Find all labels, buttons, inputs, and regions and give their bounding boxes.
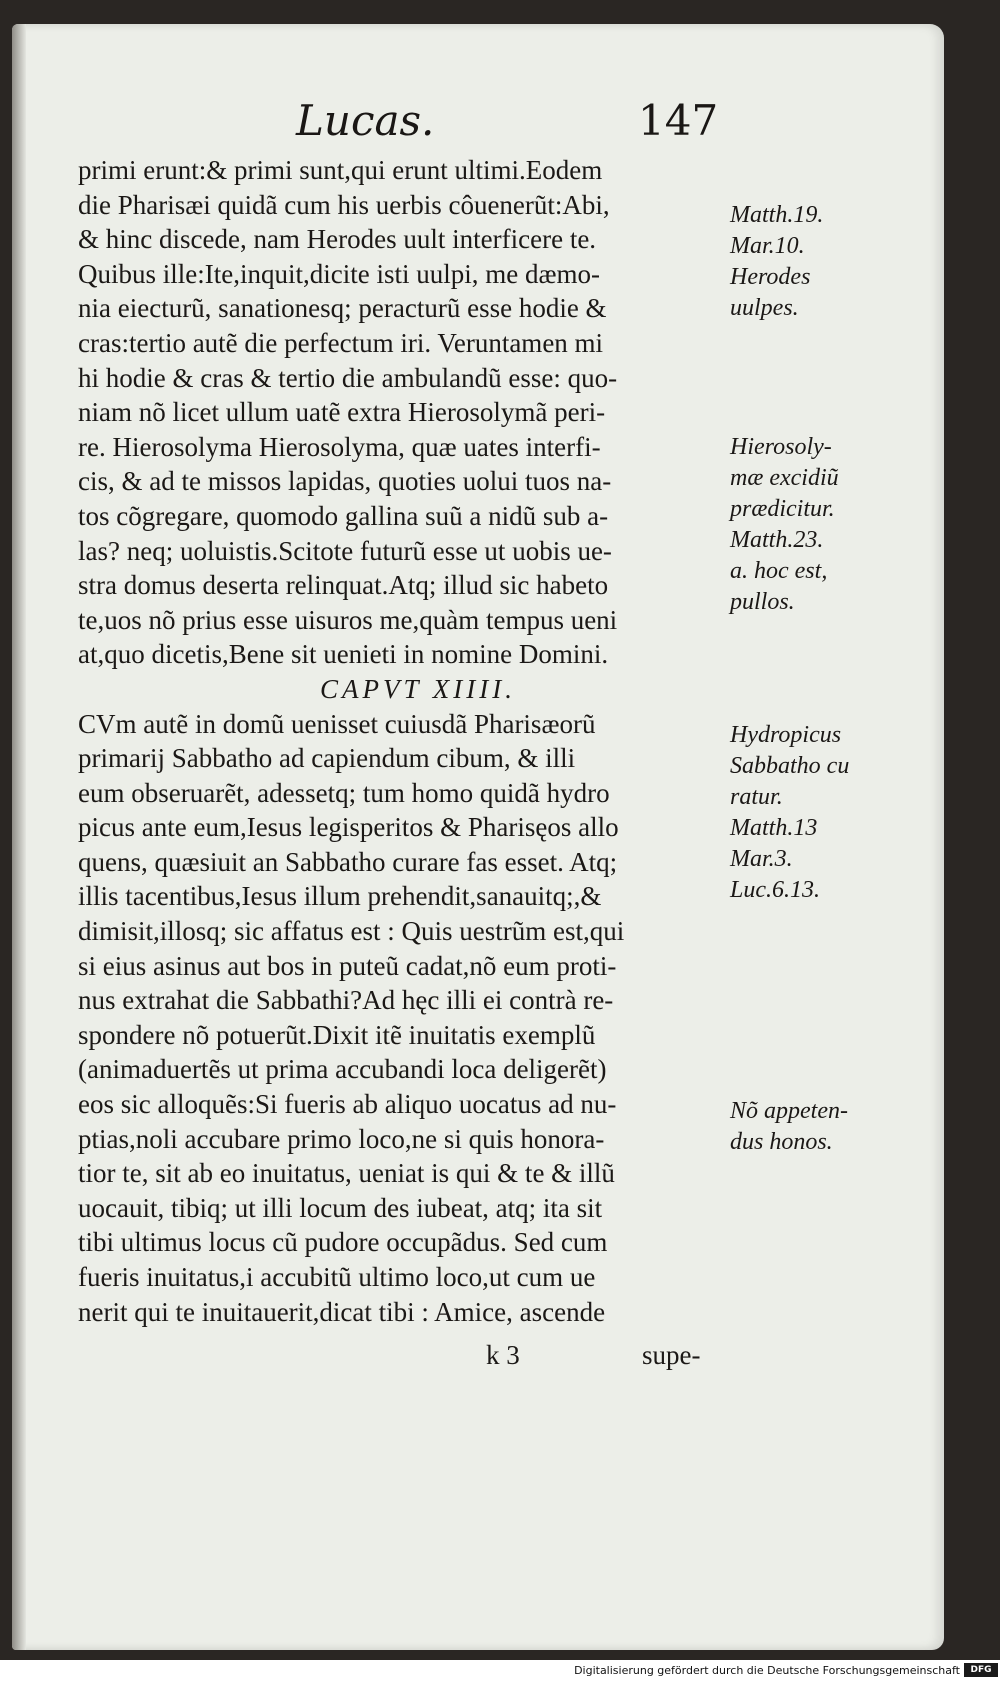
text-line: quens, quæsiuit an Sabbatho curare fas esset. Atq; [78, 846, 618, 877]
marginal-line: Hydropicus [730, 722, 842, 748]
marginal-line: Matth.23. [730, 527, 824, 553]
text-line: las? neq; uoluistis.Scitote futurũ esse ut uobis ue- [78, 535, 612, 566]
main-text-block [78, 153, 718, 1329]
text-line: picus ante eum,Iesus legisperitos & Pharisęos allo [78, 812, 619, 843]
text-line: nia eiecturũ, sanationesq; peracturũ esse hodie & [78, 293, 607, 324]
text-line: tos cõgregare, quomodo gallina suũ a nidũ sub a- [78, 500, 609, 531]
page-number: 147 [638, 96, 719, 145]
text-line: nerit qui te inuitauerit,dicat tibi : Amice, ascende [78, 1296, 606, 1327]
marginal-line: Hierosoly- [730, 434, 832, 460]
text-line: stra domus deserta relinquat.Atq; illud sic habeto [78, 570, 609, 601]
text-line: niam nõ licet ullum uatẽ extra Hierosolymã peri- [78, 397, 606, 428]
chapter-heading: CAPVT XIIII. [320, 673, 516, 704]
marginal-line: Matth.13 [730, 815, 818, 841]
marginal-line: Nõ appeten- [730, 1098, 848, 1124]
text-line: fueris inuitatus,i accubitũ ultimo loco,ut cum ue [78, 1262, 596, 1292]
page-gutter [12, 24, 26, 1650]
text-line: spondere nõ potuerũt.Dixit itẽ inuitatis exemplũ [78, 1019, 596, 1050]
marginal-note-hydropicus [730, 720, 849, 906]
text-line: illis tacentibus,Iesus illum prehendit,sanauitq;,& [78, 881, 602, 912]
marginal-line: Luc.6.13. [730, 877, 820, 903]
marginal-line: uulpes. [730, 295, 799, 321]
text-line: dimisit,illosq; sic affatus est : Quis uestrũm est,qui [78, 916, 625, 947]
marginal-line: prædicitur. [730, 496, 835, 522]
marginal-note-herodes [730, 200, 823, 324]
text-line: ptias,noli accubare primo loco,ne si quis honora- [78, 1123, 605, 1154]
text-line: nus extrahat die Sabbathi?Ad hęc illi ei contrà re- [78, 985, 614, 1016]
catchword: supe- [642, 1340, 701, 1370]
text-line: tibi ultimus locus cũ pudore occupãdus. Sed cum [78, 1227, 608, 1258]
marginal-note-pullos [730, 556, 827, 618]
text-line: at,quo dicetis,Bene sit uenieti in nomine Domini. [78, 639, 609, 670]
text-line: eos sic alloquẽs:Si fueris ab aliquo uocatus ad nu- [78, 1089, 617, 1120]
marginal-line: pullos. [730, 589, 795, 615]
text-line: primi erunt:& primi sunt,qui erunt ultimi.Eodem [78, 155, 603, 185]
digitization-credit: Digitalisierung gefördert durch die Deutsche Forschungsgemeinschaft [574, 1664, 960, 1677]
text-line: uocauit, tibiq; ut illi locum des iubeat, atq; ita sit [78, 1192, 603, 1223]
marginal-line: a. hoc est, [730, 558, 828, 584]
text-line: te,uos nõ prius esse uisuros me,quàm tempus ueni [78, 604, 618, 635]
text-line: hi hodie & cras & tertio die ambulandũ esse: quo- [78, 362, 618, 393]
marginal-line: dus honos. [730, 1129, 833, 1155]
signature-mark: k 3 [486, 1340, 520, 1370]
text-line: die Pharisæi quidã cum his uerbis côuenerũt:Abi, [78, 189, 610, 220]
text-line: cis, & ad te missos lapidas, quoties uolui tuos na- [78, 466, 612, 497]
marginal-line: Mar.10. [730, 233, 805, 259]
marginal-line: mæ excidiũ [730, 465, 839, 491]
marginal-line: Matth.19. [730, 202, 824, 228]
text-line: primarij Sabbatho ad capiendum cibum, & illi [78, 743, 576, 774]
marginal-note-hierosolyma [730, 432, 839, 556]
dfg-logo: DFG [964, 1663, 998, 1677]
text-line: si eius asinus aut bos in puteũ cadat,nõ eum proti- [78, 950, 617, 981]
marginal-note-honos [730, 1096, 848, 1158]
text-line: CVm autẽ in domũ uenisset cuiusdã Pharisæorũ [78, 708, 596, 739]
text-line: & hinc discede, nam Herodes uult interficere te. [78, 224, 597, 255]
text-line: re. Hierosolyma Hierosolyma, quæ uates interfi- [78, 431, 601, 462]
marginal-line: Herodes [730, 264, 811, 290]
running-head-title: Lucas. [296, 96, 435, 145]
marginal-line: Mar.3. [730, 846, 793, 872]
text-line: (animaduertẽs ut prima accubandi loca deligerẽt) [78, 1054, 607, 1085]
marginal-line: ratur. [730, 784, 783, 810]
text-line: tior te, sit ab eo inuitatus, ueniat is qui & te & illũ [78, 1158, 615, 1189]
marginal-line: Sabbatho cu [730, 753, 850, 779]
text-line: cras:tertio autẽ die perfectum iri. Veruntamen mi [78, 327, 604, 358]
text-line: Quibus ille:Ite,inquit,dicite isti uulpi, me dæmo- [78, 258, 600, 289]
text-line: eum obseruarẽt, adessetq; tum homo quidã hydro [78, 777, 610, 808]
